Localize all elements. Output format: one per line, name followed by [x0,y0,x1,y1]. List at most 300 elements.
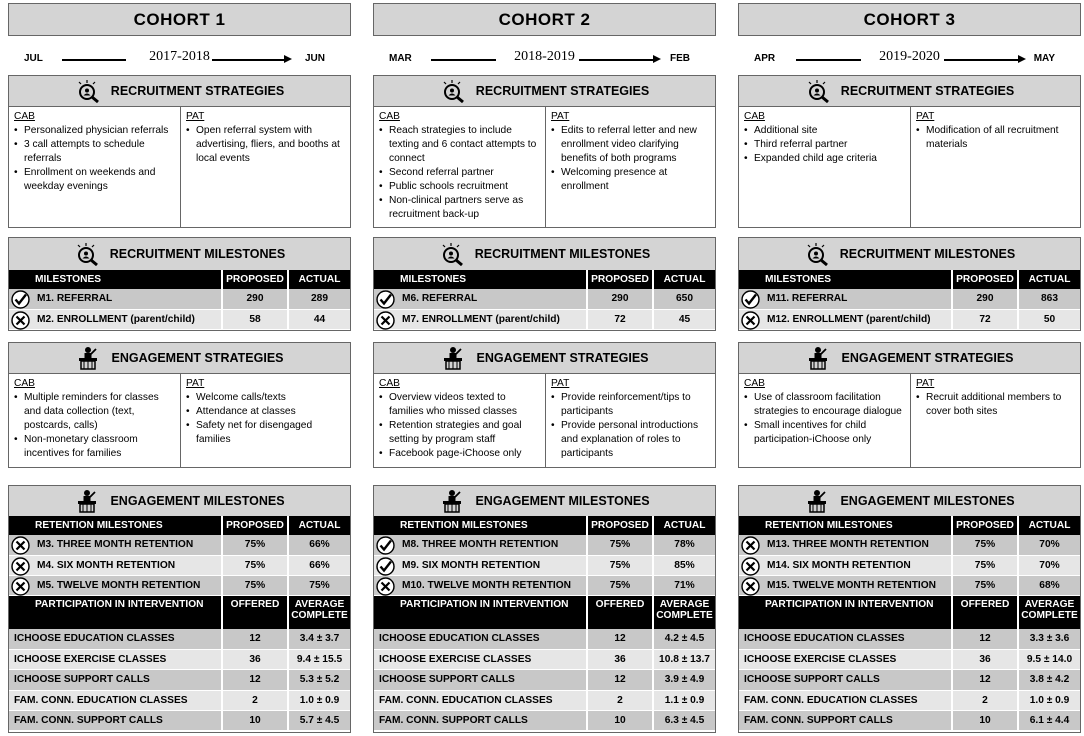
average-value: 1.0 ± 0.9 [1018,690,1080,710]
col-header: PROPOSED [952,270,1018,289]
podium-icon [440,346,466,370]
table-row [374,629,715,649]
offered-value: 36 [587,649,653,669]
actual-value: 70% [1018,535,1080,555]
strategy-item: • Overview videos texted to families who missed classes [379,391,540,419]
podium-icon [75,346,101,370]
actual-value: 289 [288,289,350,309]
check-circle-icon [11,290,30,309]
pat-column [181,107,350,227]
col-header: ACTUAL [288,516,350,535]
actual-value: 66% [288,555,350,575]
cab-label: CAB [744,378,765,389]
engagement-strategies [8,342,351,468]
engagement-milestones-title-label: ENGAGEMENT MILESTONES [110,494,285,508]
activity-name: FAM. CONN. EDUCATION CLASSES [739,690,952,710]
col-header: PARTICIPATION IN INTERVENTION [374,596,587,629]
pat-label: PAT [186,378,205,389]
proposed-value: 75% [222,575,288,595]
table-row [374,309,715,329]
participation-table [374,596,715,731]
proposed-value: 72 [587,309,653,329]
timeline-start: JUL [24,53,43,64]
average-value: 9.5 ± 14.0 [1018,649,1080,669]
magnifier-icon [75,79,101,103]
strategy-item: • Safety net for disengaged families [186,419,345,447]
offered-value: 10 [587,711,653,731]
table-row [739,670,1080,690]
table-row [9,535,350,555]
timeline-start: MAR [389,53,412,64]
strategy-columns [9,373,350,467]
cab-column [739,107,911,227]
actual-value: 650 [653,289,715,309]
offered-value: 10 [222,711,288,731]
strategy-item: • Open referral system with advertising, fliers, and booths at local events [186,124,345,166]
engagement-strategies [738,342,1081,468]
strategy-item: • Small incentives for child participation-iChoose only [744,419,905,447]
strategy-item: • Attendance at classes [186,405,345,419]
check-circle-icon [741,290,760,309]
cab-label: CAB [379,111,400,122]
cohort-title: COHORT 2 [373,3,716,36]
timeline-line [944,59,1020,61]
x-circle-icon [11,557,30,576]
engagement-milestones-title-label: ENGAGEMENT MILESTONES [475,494,650,508]
proposed-value: 75% [587,555,653,575]
milestone-name: M9. SIX MONTH RETENTION [402,559,541,571]
cab-column [739,374,911,467]
proposed-value: 75% [587,575,653,595]
col-header: RETENTION MILESTONES [739,516,952,535]
magnifier-icon [440,79,466,103]
cab-column [9,107,181,227]
strategy-item: • Multiple reminders for classes and data collection (text, postcards, calls) [14,391,175,433]
proposed-value: 75% [587,535,653,555]
recruitment-milestones-title [9,239,350,269]
actual-value: 70% [1018,555,1080,575]
strategy-item: • Provide reinforcement/tips to participants [551,391,710,419]
milestone-name: M11. REFERRAL [767,293,848,305]
col-header: ACTUAL [653,516,715,535]
timeline-arrow [653,55,661,63]
table-row [739,289,1080,309]
podium-icon [805,346,831,370]
activity-name: ICHOOSE EXERCISE CLASSES [739,649,952,669]
x-circle-icon [376,311,395,330]
recruitment-milestones [738,237,1081,331]
engagement-strategies-title-label: ENGAGEMENT STRATEGIES [476,351,649,365]
cohort-column-1 [8,0,351,736]
timeline-years: 2018-2019 [514,49,575,64]
engagement-strategies [373,342,716,468]
recruitment-strategies [373,75,716,228]
cab-column [374,374,546,467]
table-row [9,575,350,595]
proposed-value: 290 [222,289,288,309]
milestone-name: M10. TWELVE MONTH RETENTION [402,579,572,591]
strategy-item: • Non-monetary classroom incentives for families [14,433,175,461]
proposed-value: 290 [587,289,653,309]
milestone-name: M15. TWELVE MONTH RETENTION [767,579,937,591]
engagement-milestones-title-label: ENGAGEMENT MILESTONES [840,494,1015,508]
recruitment-strategies [738,75,1081,228]
recruitment-strategies-title-label: RECRUITMENT STRATEGIES [110,84,285,98]
average-value: 5.7 ± 4.5 [288,711,350,731]
activity-name: ICHOOSE EDUCATION CLASSES [374,629,587,649]
engagement-milestones [738,485,1081,733]
col-header: PROPOSED [222,270,288,289]
engagement-strategies-title [374,343,715,373]
proposed-value: 72 [952,309,1018,329]
x-circle-icon [376,577,395,596]
strategy-item: • Welcoming presence at enrollment [551,166,710,194]
offered-value: 36 [952,649,1018,669]
strategy-item: • 3 call attempts to schedule referrals [14,138,175,166]
milestone-name: M6. REFERRAL [402,293,478,305]
average-value: 6.3 ± 4.5 [653,711,715,731]
strategy-item: • Expanded child age criteria [744,152,905,166]
col-header: ACTUAL [1018,270,1080,289]
table-row [9,649,350,669]
activity-name: ICHOOSE SUPPORT CALLS [9,670,222,690]
strategy-item: • Retention strategies and goal setting by program staff [379,419,540,447]
check-circle-icon [376,536,395,555]
activity-name: ICHOOSE SUPPORT CALLS [739,670,952,690]
col-header: PROPOSED [587,516,653,535]
retention-milestone-table [739,516,1080,596]
offered-value: 12 [587,629,653,649]
recruitment-milestones-title [739,239,1080,269]
x-circle-icon [11,311,30,330]
col-header: PROPOSED [587,270,653,289]
x-circle-icon [11,536,30,555]
proposed-value: 75% [222,555,288,575]
recruitment-milestones [8,237,351,331]
podium-icon [74,489,100,513]
recruitment-strategies-title [374,76,715,106]
table-row [739,535,1080,555]
col-header: MILESTONES [739,270,952,289]
strategy-item: • Edits to referral letter and new enrollment video clarifying benefits of both programs [551,124,710,166]
table-row [9,670,350,690]
cohort-column-3 [738,0,1081,736]
table-row [9,690,350,710]
timeline-arrow [1018,55,1026,63]
milestone-name: M8. THREE MONTH RETENTION [402,539,559,551]
actual-value: 78% [653,535,715,555]
actual-value: 66% [288,535,350,555]
offered-value: 2 [222,690,288,710]
table-row [739,649,1080,669]
cohort-column-2 [373,0,716,736]
table-row [374,535,715,555]
milestone-name: M2. ENROLLMENT (parent/child) [37,313,195,325]
strategy-item: • Welcome calls/texts [186,391,345,405]
proposed-value: 75% [222,535,288,555]
proposed-value: 75% [952,575,1018,595]
actual-value: 75% [288,575,350,595]
activity-name: FAM. CONN. EDUCATION CLASSES [374,690,587,710]
magnifier-icon [804,242,830,266]
engagement-milestones [373,485,716,733]
table-row [374,690,715,710]
offered-value: 12 [952,629,1018,649]
actual-value: 45 [653,309,715,329]
strategy-columns [374,373,715,467]
timeline-line [579,59,655,61]
x-circle-icon [741,557,760,576]
table-row [374,289,715,309]
offered-value: 2 [587,690,653,710]
timeline [373,46,716,70]
timeline-end: FEB [670,53,690,64]
average-value: 3.8 ± 4.2 [1018,670,1080,690]
col-header: RETENTION MILESTONES [374,516,587,535]
table-row [374,649,715,669]
table-row [374,575,715,595]
engagement-milestones-title [9,486,350,516]
proposed-value: 75% [952,555,1018,575]
strategy-columns [739,373,1080,467]
activity-name: FAM. CONN. SUPPORT CALLS [739,711,952,731]
strategy-item: • Third referral partner [744,138,905,152]
milestone-name: M12. ENROLLMENT (parent/child) [767,313,931,325]
col-header: OFFERED [587,596,653,629]
timeline-years: 2017-2018 [149,49,210,64]
proposed-value: 58 [222,309,288,329]
average-value: 1.0 ± 0.9 [288,690,350,710]
cab-label: CAB [379,378,400,389]
timeline-end: JUN [304,53,325,64]
x-circle-icon [11,577,30,596]
cohort-title: COHORT 3 [738,3,1081,36]
participation-table [739,596,1080,731]
activity-name: FAM. CONN. EDUCATION CLASSES [9,690,222,710]
table-row [374,711,715,731]
cab-label: CAB [14,378,35,389]
recruitment-strategies-title-label: RECRUITMENT STRATEGIES [840,84,1015,98]
col-header: ACTUAL [1018,516,1080,535]
strategy-item: • Second referral partner [379,166,540,180]
offered-value: 12 [587,670,653,690]
cab-column [374,107,546,227]
strategy-columns [739,106,1080,227]
table-row [9,711,350,731]
col-header: PROPOSED [952,516,1018,535]
strategy-item: • Personalized physician referrals [14,124,175,138]
activity-name: ICHOOSE EXERCISE CLASSES [374,649,587,669]
recruitment-strategies-title [739,76,1080,106]
table-row [9,629,350,649]
strategy-item: • Reach strategies to include texting and 6 contact attempts to connect [379,124,540,166]
pat-label: PAT [551,111,570,122]
table-row [739,629,1080,649]
recruitment-milestones-title-label: RECRUITMENT MILESTONES [839,247,1016,261]
recruitment-milestones [373,237,716,331]
average-value: 3.9 ± 4.9 [653,670,715,690]
recruitment-milestone-table [9,270,350,330]
table-row [739,690,1080,710]
col-header: PARTICIPATION IN INTERVENTION [9,596,222,629]
actual-value: 44 [288,309,350,329]
recruitment-strategies [8,75,351,228]
offered-value: 10 [952,711,1018,731]
magnifier-icon [439,242,465,266]
cab-label: CAB [744,111,765,122]
podium-icon [439,489,465,513]
average-value: 10.8 ± 13.7 [653,649,715,669]
pat-label: PAT [186,111,205,122]
offered-value: 12 [222,670,288,690]
actual-value: 50 [1018,309,1080,329]
col-header: OFFERED [222,596,288,629]
col-header: AVERAGE COMPLETE [1018,596,1080,629]
table-row [739,711,1080,731]
x-circle-icon [741,536,760,555]
timeline [738,46,1081,70]
average-value: 9.4 ± 15.5 [288,649,350,669]
pat-column [181,374,350,467]
table-row [739,575,1080,595]
pat-column [911,107,1080,227]
strategy-item: • Facebook page-iChoose only [379,447,540,461]
table-row [9,309,350,329]
activity-name: ICHOOSE EXERCISE CLASSES [9,649,222,669]
actual-value: 85% [653,555,715,575]
strategy-item: • Recruit additional members to cover both sites [916,391,1075,419]
engagement-milestones-title [374,486,715,516]
strategy-columns [9,106,350,227]
average-value: 3.4 ± 3.7 [288,629,350,649]
pat-label: PAT [916,378,935,389]
magnifier-icon [74,242,100,266]
participation-table [9,596,350,731]
table-row [374,555,715,575]
average-value: 4.2 ± 4.5 [653,629,715,649]
cab-column [9,374,181,467]
pat-column [546,374,715,467]
average-value: 3.3 ± 3.6 [1018,629,1080,649]
milestone-name: M4. SIX MONTH RETENTION [37,559,176,571]
milestone-name: M3. THREE MONTH RETENTION [37,539,194,551]
timeline [8,46,351,70]
milestone-name: M14. SIX MONTH RETENTION [767,559,911,571]
retention-milestone-table [374,516,715,596]
engagement-strategies-title [739,343,1080,373]
strategy-item: • Additional site [744,124,905,138]
proposed-value: 290 [952,289,1018,309]
cab-label: CAB [14,111,35,122]
offered-value: 12 [952,670,1018,690]
pat-column [546,107,715,227]
timeline-line [212,59,286,61]
cohort-title: COHORT 1 [8,3,351,36]
milestone-name: M7. ENROLLMENT (parent/child) [402,313,560,325]
col-header: OFFERED [952,596,1018,629]
actual-value: 68% [1018,575,1080,595]
proposed-value: 75% [952,535,1018,555]
actual-value: 863 [1018,289,1080,309]
milestone-name: M5. TWELVE MONTH RETENTION [37,579,201,591]
retention-milestone-table [9,516,350,596]
milestone-name: M13. THREE MONTH RETENTION [767,539,929,551]
strategy-item: • Provide personal introductions and explanation of roles to participants [551,419,710,461]
podium-icon [804,489,830,513]
col-header: AVERAGE COMPLETE [653,596,715,629]
strategy-item: • Non-clinical partners serve as recruitment back-up [379,194,540,222]
col-header: ACTUAL [653,270,715,289]
recruitment-milestones-title-label: RECRUITMENT MILESTONES [474,247,651,261]
x-circle-icon [741,577,760,596]
average-value: 1.1 ± 0.9 [653,690,715,710]
table-row [739,555,1080,575]
activity-name: FAM. CONN. SUPPORT CALLS [9,711,222,731]
timeline-years: 2019-2020 [879,49,940,64]
timeline-start: APR [754,53,776,64]
recruitment-strategies-title [9,76,350,106]
check-circle-icon [376,290,395,309]
strategy-item: • Use of classroom facilitation strategies to encourage dialogue [744,391,905,419]
milestone-name: M1. REFERRAL [37,293,113,305]
strategy-item: • Modification of all recruitment materials [916,124,1075,152]
offered-value: 12 [222,629,288,649]
offered-value: 36 [222,649,288,669]
engagement-milestones [8,485,351,733]
offered-value: 2 [952,690,1018,710]
activity-name: ICHOOSE EDUCATION CLASSES [739,629,952,649]
activity-name: ICHOOSE EDUCATION CLASSES [9,629,222,649]
magnifier-icon [805,79,831,103]
col-header: PROPOSED [222,516,288,535]
col-header: MILESTONES [374,270,587,289]
col-header: ACTUAL [288,270,350,289]
average-value: 5.3 ± 5.2 [288,670,350,690]
x-circle-icon [741,311,760,330]
table-row [9,555,350,575]
engagement-strategies-title [9,343,350,373]
table-row [374,670,715,690]
activity-name: ICHOOSE SUPPORT CALLS [374,670,587,690]
col-header: AVERAGE COMPLETE [288,596,350,629]
recruitment-milestones-title [374,239,715,269]
table-row [9,289,350,309]
strategy-columns [374,106,715,227]
engagement-milestones-title [739,486,1080,516]
pat-column [911,374,1080,467]
recruitment-milestone-table [374,270,715,330]
pat-label: PAT [916,111,935,122]
average-value: 6.1 ± 4.4 [1018,711,1080,731]
strategy-item: • Enrollment on weekends and weekday evenings [14,166,175,194]
strategy-item: • Public schools recruitment [379,180,540,194]
col-header: RETENTION MILESTONES [9,516,222,535]
recruitment-strategies-title-label: RECRUITMENT STRATEGIES [475,84,650,98]
table-row [739,309,1080,329]
check-circle-icon [376,557,395,576]
activity-name: FAM. CONN. SUPPORT CALLS [374,711,587,731]
timeline-end: MAY [1033,53,1055,64]
engagement-strategies-title-label: ENGAGEMENT STRATEGIES [111,351,284,365]
pat-label: PAT [551,378,570,389]
actual-value: 71% [653,575,715,595]
col-header: MILESTONES [9,270,222,289]
recruitment-milestones-title-label: RECRUITMENT MILESTONES [109,247,286,261]
engagement-strategies-title-label: ENGAGEMENT STRATEGIES [841,351,1014,365]
timeline-arrow [284,55,292,63]
col-header: PARTICIPATION IN INTERVENTION [739,596,952,629]
recruitment-milestone-table [739,270,1080,330]
